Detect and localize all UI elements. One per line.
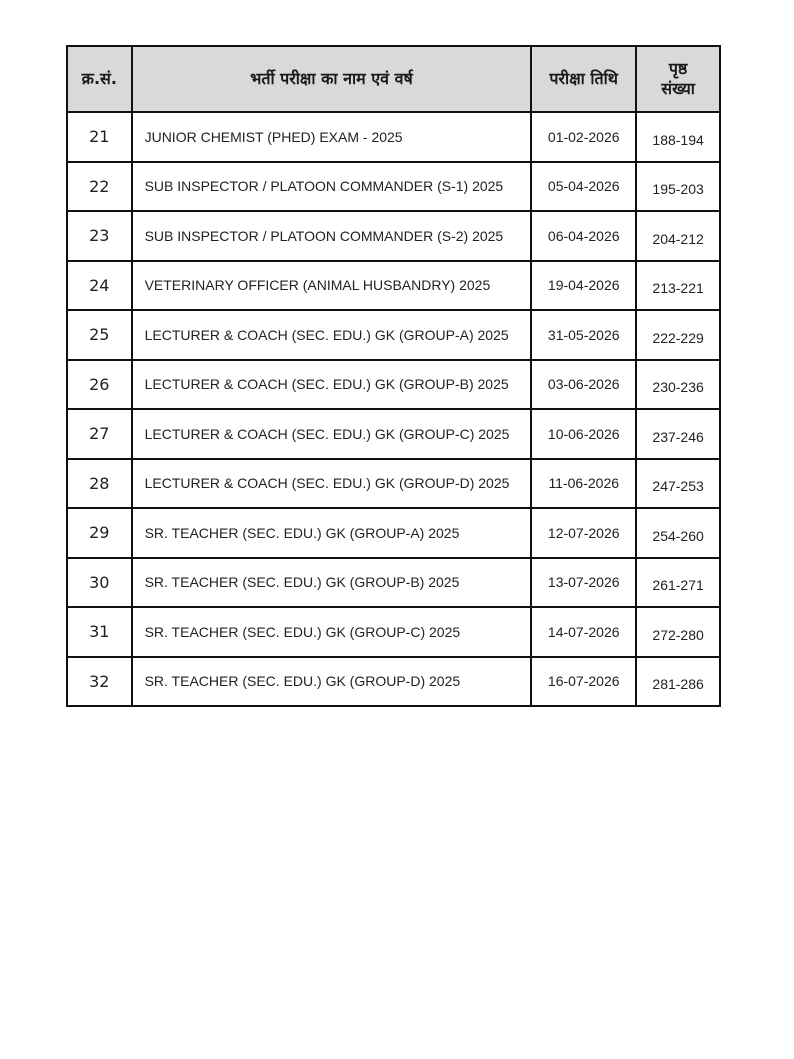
row-serial-number: 29 (67, 508, 132, 558)
row-exam-date: 05-04-2026 (531, 162, 636, 212)
row-exam-name: SUB INSPECTOR / PLATOON COMMANDER (S-2) 2025 (132, 211, 532, 261)
row-serial-number: 22 (67, 162, 132, 212)
table-row (67, 310, 720, 360)
row-serial-number: 27 (67, 409, 132, 459)
row-serial-number: 32 (67, 657, 132, 707)
row-page-range: 254-260 (636, 508, 720, 558)
row-page-range: 247-253 (636, 459, 720, 509)
row-page-range: 272-280 (636, 607, 720, 657)
header-exam-name: भर्ती परीक्षा का नाम एवं वर्ष (132, 46, 532, 112)
table-row (67, 508, 720, 558)
row-exam-date: 06-04-2026 (531, 211, 636, 261)
table-row (67, 657, 720, 707)
table-row (67, 112, 720, 162)
row-exam-name: SR. TEACHER (SEC. EDU.) GK (GROUP-A) 2025 (132, 508, 532, 558)
row-page-range: 222-229 (636, 310, 720, 360)
header-page-line2: संख्या (661, 79, 695, 98)
row-serial-number: 28 (67, 459, 132, 509)
row-exam-name: VETERINARY OFFICER (ANIMAL HUSBANDRY) 2025 (132, 261, 532, 311)
header-page-number (636, 46, 720, 112)
row-page-range: 281-286 (636, 657, 720, 707)
row-exam-name: JUNIOR CHEMIST (PHED) EXAM - 2025 (132, 112, 532, 162)
row-page-range: 195-203 (636, 162, 720, 212)
row-exam-date: 03-06-2026 (531, 360, 636, 410)
row-exam-name: SR. TEACHER (SEC. EDU.) GK (GROUP-D) 2025 (132, 657, 532, 707)
row-serial-number: 23 (67, 211, 132, 261)
row-serial-number: 25 (67, 310, 132, 360)
table-row (67, 607, 720, 657)
row-exam-name: LECTURER & COACH (SEC. EDU.) GK (GROUP-C) 2025 (132, 409, 532, 459)
row-exam-name: SR. TEACHER (SEC. EDU.) GK (GROUP-C) 2025 (132, 607, 532, 657)
table-row (67, 459, 720, 509)
row-serial-number: 26 (67, 360, 132, 410)
row-exam-date: 16-07-2026 (531, 657, 636, 707)
row-exam-date: 10-06-2026 (531, 409, 636, 459)
table-header (67, 46, 720, 112)
header-serial-number: क्र.सं. (67, 46, 132, 112)
row-exam-date: 13-07-2026 (531, 558, 636, 608)
table-row (67, 261, 720, 311)
table-row (67, 360, 720, 410)
header-page-line1: पृष्ठ (668, 59, 688, 78)
row-exam-name: LECTURER & COACH (SEC. EDU.) GK (GROUP-A) 2025 (132, 310, 532, 360)
table-row (67, 409, 720, 459)
row-serial-number: 21 (67, 112, 132, 162)
table-body (67, 112, 720, 706)
row-serial-number: 24 (67, 261, 132, 311)
row-page-range: 261-271 (636, 558, 720, 608)
row-page-range: 213-221 (636, 261, 720, 311)
row-page-range: 204-212 (636, 211, 720, 261)
table-row (67, 558, 720, 608)
row-exam-date: 12-07-2026 (531, 508, 636, 558)
row-exam-date: 01-02-2026 (531, 112, 636, 162)
row-serial-number: 31 (67, 607, 132, 657)
row-exam-date: 31-05-2026 (531, 310, 636, 360)
row-exam-name: LECTURER & COACH (SEC. EDU.) GK (GROUP-B) 2025 (132, 360, 532, 410)
row-page-range: 188-194 (636, 112, 720, 162)
row-page-range: 230-236 (636, 360, 720, 410)
row-exam-date: 19-04-2026 (531, 261, 636, 311)
row-exam-name: LECTURER & COACH (SEC. EDU.) GK (GROUP-D) 2025 (132, 459, 532, 509)
row-exam-name: SR. TEACHER (SEC. EDU.) GK (GROUP-B) 2025 (132, 558, 532, 608)
row-page-range: 237-246 (636, 409, 720, 459)
exam-index-table (66, 45, 721, 707)
table-row (67, 162, 720, 212)
header-exam-date: परीक्षा तिथि (531, 46, 636, 112)
row-exam-name: SUB INSPECTOR / PLATOON COMMANDER (S-1) 2025 (132, 162, 532, 212)
row-exam-date: 11-06-2026 (531, 459, 636, 509)
table-row (67, 211, 720, 261)
row-exam-date: 14-07-2026 (531, 607, 636, 657)
row-serial-number: 30 (67, 558, 132, 608)
header-row (67, 46, 720, 112)
